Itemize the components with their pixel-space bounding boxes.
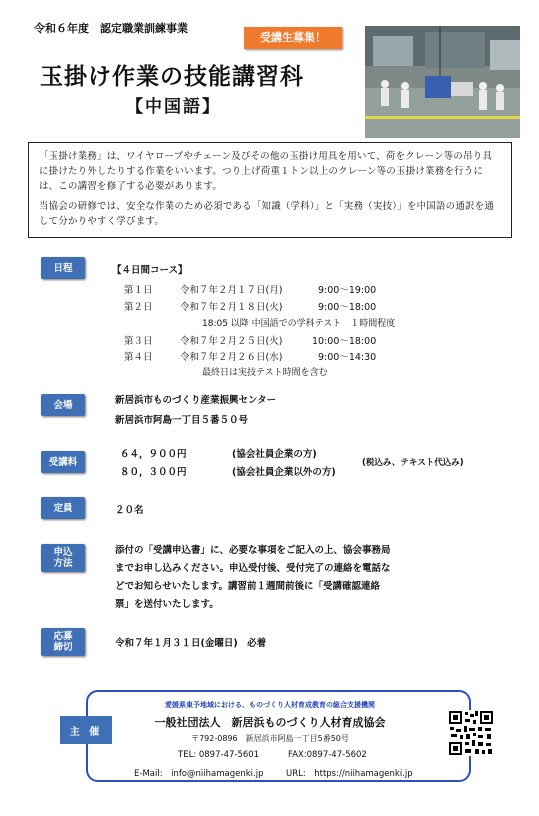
deadline-value: 令和７年１月３１日(金曜日) 必着 <box>115 638 267 649</box>
organizer-address: 〒792-0896 新居浜市阿島一丁目5番50号 <box>191 734 349 743</box>
day-3-date: 令和７年２月２５日(火) <box>180 336 283 347</box>
venue-label: 会場 <box>41 394 85 416</box>
day-3-time: 10:00～18:00 <box>312 336 377 347</box>
qr-code <box>448 710 494 756</box>
course-type: 【４日間コース】 <box>112 265 188 276</box>
page-subtitle: 【中国語】 <box>126 97 221 117</box>
fee-member-amount: ６４，９００円 <box>120 449 187 460</box>
apply-method-label <box>41 544 85 572</box>
organizer-tel: TEL: 0897-47-5601 <box>178 750 260 760</box>
deadline-label <box>41 628 85 656</box>
day-2-date: 令和７年２月１８日(火) <box>180 302 283 313</box>
apply-text-line-2: までお申し込みください。申込受付後、受付完了の連絡を電話な <box>115 563 391 574</box>
apply-text-line-4: 票」を送付いたします。 <box>115 599 219 610</box>
schedule-label: 日程 <box>41 257 85 279</box>
organizer-fax: FAX:0897-47-5602 <box>288 750 367 760</box>
intro-box <box>28 142 512 238</box>
page-title: 玉掛け作業の技能講習科 <box>40 64 304 90</box>
fee-nonmember-amount: ８０，３００円 <box>120 467 187 478</box>
intro-paragraph-2: 当協会の研修では、安全な作業のため必須である「知識（学科）」と「実務（実技）」を中国語の通訳を通して分かりやすく学びます。 <box>39 201 495 227</box>
host-label: 主 催 <box>60 716 112 744</box>
apply-method-label-line2: 方法 <box>53 558 73 569</box>
organizer-tagline: 愛媛県東予地域における、ものづくり人材育成教育の総合支援機関 <box>165 701 375 709</box>
capacity-value: ２０名 <box>115 505 144 516</box>
day-2-time: 9:00～18:00 <box>318 302 377 313</box>
fee-tax-note: (税込み、テキスト代込み) <box>362 458 464 468</box>
day-1-date: 令和７年２月１７日(月) <box>180 285 283 296</box>
deadline-label-line1: 応募 <box>53 631 73 642</box>
fee-member-note: (協会社員企業の方) <box>232 449 317 460</box>
deadline-label-line2: 締切 <box>53 642 73 653</box>
day-3-label: 第３日 <box>124 336 153 347</box>
fee-nonmember-note: (協会社員企業以外の方) <box>232 467 336 478</box>
fee-label: 受講料 <box>41 451 85 473</box>
organizer-url: URL: https://niihamagenki.jp <box>286 769 413 779</box>
venue-name: 新居浜市ものづくり産業振興センター <box>115 395 277 406</box>
apply-method-label-line1: 申込 <box>53 547 73 558</box>
day-4-time: 9:00～14:30 <box>318 352 377 363</box>
day-2-label: 第２日 <box>124 302 153 313</box>
recruit-badge: 受講生募集！ <box>244 27 342 49</box>
day-4-date: 令和７年２月２６日(水) <box>180 352 283 363</box>
apply-text-line-1: 添付の「受講申込書」に、必要な事項をご記入の上、協会事務局 <box>115 545 391 556</box>
day-1-label: 第１日 <box>124 285 153 296</box>
apply-text-line-3: どでお知らせいたします。講習前１週間前後に「受講確認連絡 <box>115 581 380 592</box>
day-1-time: 9:00～19:00 <box>318 285 377 296</box>
organizer-name: 一般社団法人 新居浜ものづくり人材育成協会 <box>154 716 386 729</box>
qr-code-image <box>448 710 494 756</box>
last-day-note: 最終日は実技テスト時間を含む <box>202 368 328 378</box>
venue-address: 新居浜市阿島一丁目５番５０号 <box>115 415 249 426</box>
training-photo <box>365 26 520 138</box>
intro-paragraph-1: 「玉掛け業務」は、ワイヤロープやチェーン及びその他の玉掛け用具を用いて、荷をクレーン等の吊り具に掛けたり外したりする作業をいいます。つり上げ荷重１トン以上のクレーン等の玉掛け業務を行うには、この講習を修了する必要があります。 <box>39 151 493 192</box>
fiscal-program-text: 令和６年度 認定職業訓練事業 <box>34 22 188 35</box>
day-4-label: 第４日 <box>124 352 153 363</box>
capacity-label: 定員 <box>41 497 85 519</box>
training-photo-image <box>365 26 520 138</box>
organizer-email: E-Mail: info@niihamagenki.jp <box>134 769 264 779</box>
day-2-note: 18:05 以降 中国語での学科テスト １時間程度 <box>202 319 396 329</box>
